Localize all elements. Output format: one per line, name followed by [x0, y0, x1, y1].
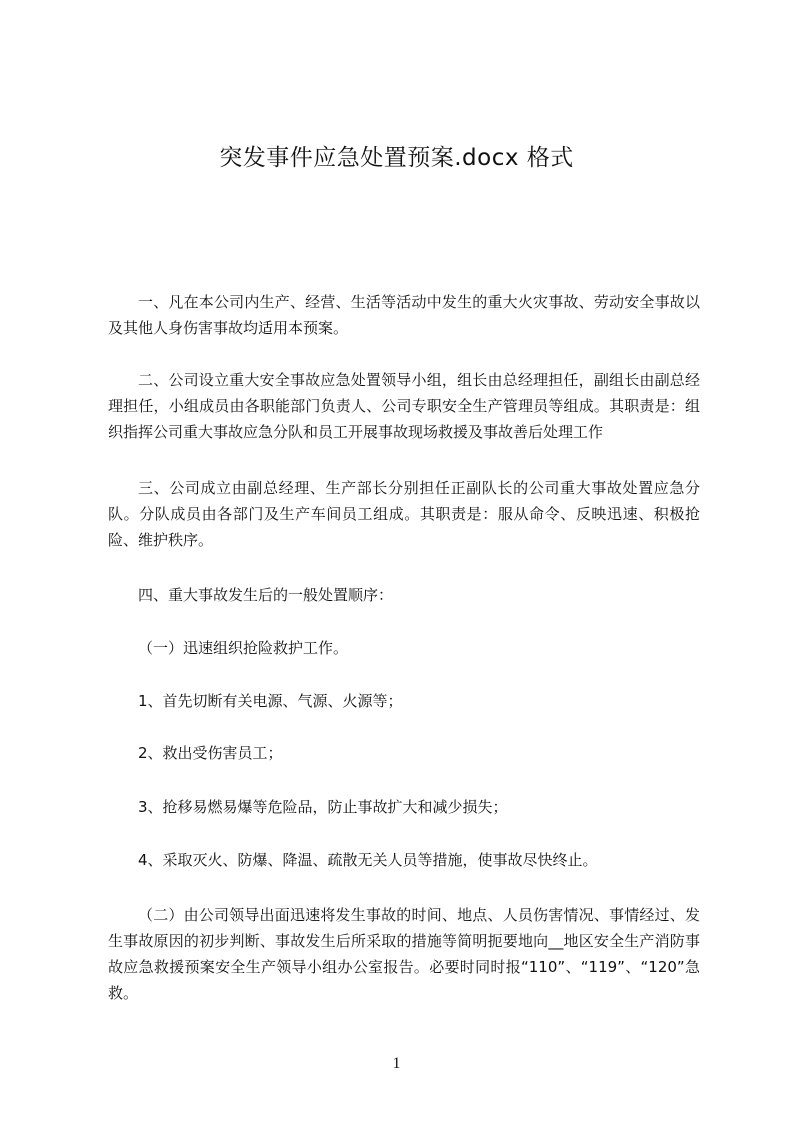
paragraph-scope: 一、凡在本公司内生产、经营、生活等活动中发生的重大火灾事故、劳动安全事故以及其他人身伤害事故均适用本预案。: [108, 293, 700, 337]
paragraph-rescue-heading: （一）迅速组织抢险救护工作。: [138, 639, 349, 657]
paragraph-procedure-heading: 四、重大事故发生后的一般处置顺序：: [138, 586, 394, 604]
paragraph-leadership-group: 二、公司设立重大安全事故应急处置领导小组，组长由总经理担任，副组长由副总经理担任，小组成员由各职能部门负责人、公司专职安全生产管理员等组成。其职责是：组织指挥公司重大事故应急分队和员工开展事故现场救援及事故善后处理工作: [108, 371, 700, 441]
list-item-extinguish: 4、采取灭火、防爆、降温、疏散无关人员等措施，使事故尽快终止。: [138, 851, 598, 869]
paragraph-emergency-team: 三、公司成立由副总经理、生产部长分别担任正副队长的公司重大事故处置应急分队。分队成员由各部门及生产车间员工组成。其职责是：服从命令、反映迅速、积极抢险、维护秩序。: [108, 479, 700, 549]
list-item-cut-power: 1、首先切断有关电源、气源、火源等；: [138, 692, 403, 710]
list-item-rescue-injured: 2、救出受伤害员工；: [138, 744, 283, 762]
list-item-move-hazardous: 3、抢移易燃易爆等危险品，防止事故扩大和减少损失；: [138, 798, 508, 816]
document-title: 突发事件应急处置预案.docx 格式: [219, 145, 574, 171]
page-number: 1: [392, 1055, 401, 1072]
paragraph-reporting: （二）由公司领导出面迅速将发生事故的时间、地点、人员伤害情况、事情经过、发生事故原因的初步判断、事故发生后所采取的措施等简明扼要地向__地区安全生产消防事故应急救援预案安全生产领导小组办公室报告。必要时同时报“110”、“119”、“120”急救。: [108, 906, 700, 1002]
